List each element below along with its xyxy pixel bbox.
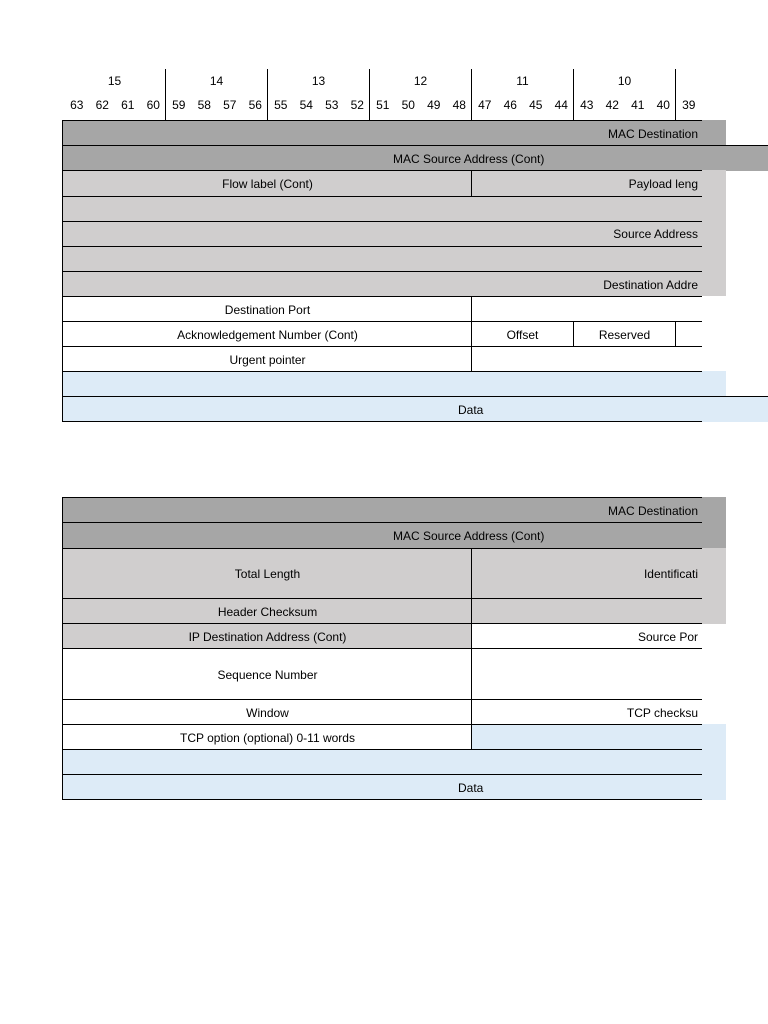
flow-label-cell: Flow label (Cont) <box>63 170 472 196</box>
mac-destination-cell: MAC Destination <box>63 120 702 146</box>
bit-number: 54 <box>299 98 313 112</box>
bit-number: 42 <box>605 98 619 112</box>
bit-number: 47 <box>478 98 492 112</box>
bit-number: 61 <box>121 98 135 112</box>
payload-length-cell: Payload leng <box>471 170 702 196</box>
overflow-fill <box>702 548 726 624</box>
cell-divider <box>471 296 472 372</box>
overflow-fill <box>702 170 726 296</box>
bit-number: 55 <box>274 98 288 112</box>
offset-cell: Offset <box>471 321 574 347</box>
bit-number: 63 <box>70 98 84 112</box>
header-checksum-cell: Header Checksum <box>63 598 472 624</box>
empty-cell <box>675 321 702 347</box>
byte-divider <box>675 69 676 120</box>
bit-number: 58 <box>197 98 211 112</box>
empty-cell <box>471 296 702 322</box>
empty-cell <box>471 648 702 700</box>
cell-divider <box>471 548 472 750</box>
bit-number: 39 <box>682 98 696 112</box>
bit-number: 52 <box>350 98 364 112</box>
ip-destination-cell: IP Destination Address (Cont) <box>63 623 472 649</box>
byte-number: 11 <box>516 74 529 88</box>
mac-destination-cell: MAC Destination <box>63 497 702 523</box>
byte-number: 14 <box>209 74 224 88</box>
byte-number: 15 <box>107 74 122 88</box>
bit-number: 45 <box>529 98 543 112</box>
bit-number: 53 <box>325 98 339 112</box>
table-border <box>62 120 63 422</box>
bit-number: 41 <box>631 98 645 112</box>
blank-row <box>63 749 702 775</box>
bit-number: 51 <box>376 98 390 112</box>
reserved-cell: Reserved <box>573 321 676 347</box>
empty-cell <box>471 724 702 750</box>
bit-number: 43 <box>580 98 594 112</box>
empty-cell <box>471 598 702 624</box>
sequence-number-cell: Sequence Number <box>63 648 472 700</box>
bit-number: 49 <box>427 98 441 112</box>
cell-divider <box>471 170 472 196</box>
mac-source-cell <box>63 522 702 549</box>
window-cell: Window <box>63 699 472 725</box>
blank-row <box>63 196 702 221</box>
tcp-option-cell: TCP option (optional) 0-11 words <box>63 724 472 750</box>
bit-number: 44 <box>554 98 568 112</box>
total-length-cell: Total Length <box>63 548 472 599</box>
bit-number: 57 <box>223 98 237 112</box>
urgent-pointer-cell: Urgent pointer <box>63 346 472 372</box>
byte-number: 10 <box>617 74 632 88</box>
bit-number: 48 <box>452 98 466 112</box>
bit-number: 60 <box>146 98 160 112</box>
identification-cell: Identificati <box>471 548 702 599</box>
cell-divider <box>675 321 676 347</box>
data-label: Data <box>458 780 484 795</box>
overflow-fill <box>702 497 726 548</box>
mac-source-cell <box>63 145 768 171</box>
destination-address-cell: Destination Addre <box>63 271 702 297</box>
destination-port-cell: Destination Port <box>63 296 472 322</box>
bit-number: 40 <box>656 98 670 112</box>
empty-cell <box>471 346 702 372</box>
source-port-cell: Source Por <box>471 623 702 649</box>
data-cell <box>63 396 768 422</box>
tcp-checksum-cell: TCP checksu <box>471 699 702 725</box>
bit-number: 59 <box>172 98 186 112</box>
blank-row <box>63 246 702 272</box>
ack-number-cell: Acknowledgement Number (Cont) <box>63 321 472 347</box>
byte-number: 12 <box>413 74 428 88</box>
mac-source-label: MAC Source Address (Cont) <box>393 151 545 166</box>
bit-number: 62 <box>95 98 109 112</box>
data-label: Data <box>458 402 484 417</box>
table-border <box>62 497 63 800</box>
bit-number: 50 <box>401 98 415 112</box>
table-border <box>63 421 702 422</box>
overflow-fill <box>702 724 726 800</box>
data-cell <box>63 774 702 800</box>
bit-number: 46 <box>503 98 517 112</box>
cell-divider <box>573 321 574 347</box>
byte-number: 13 <box>311 74 326 88</box>
bit-number: 56 <box>248 98 262 112</box>
blank-row <box>63 371 702 397</box>
table-border <box>63 799 702 800</box>
mac-source-label: MAC Source Address (Cont) <box>393 529 545 543</box>
source-address-cell: Source Address <box>63 221 702 246</box>
